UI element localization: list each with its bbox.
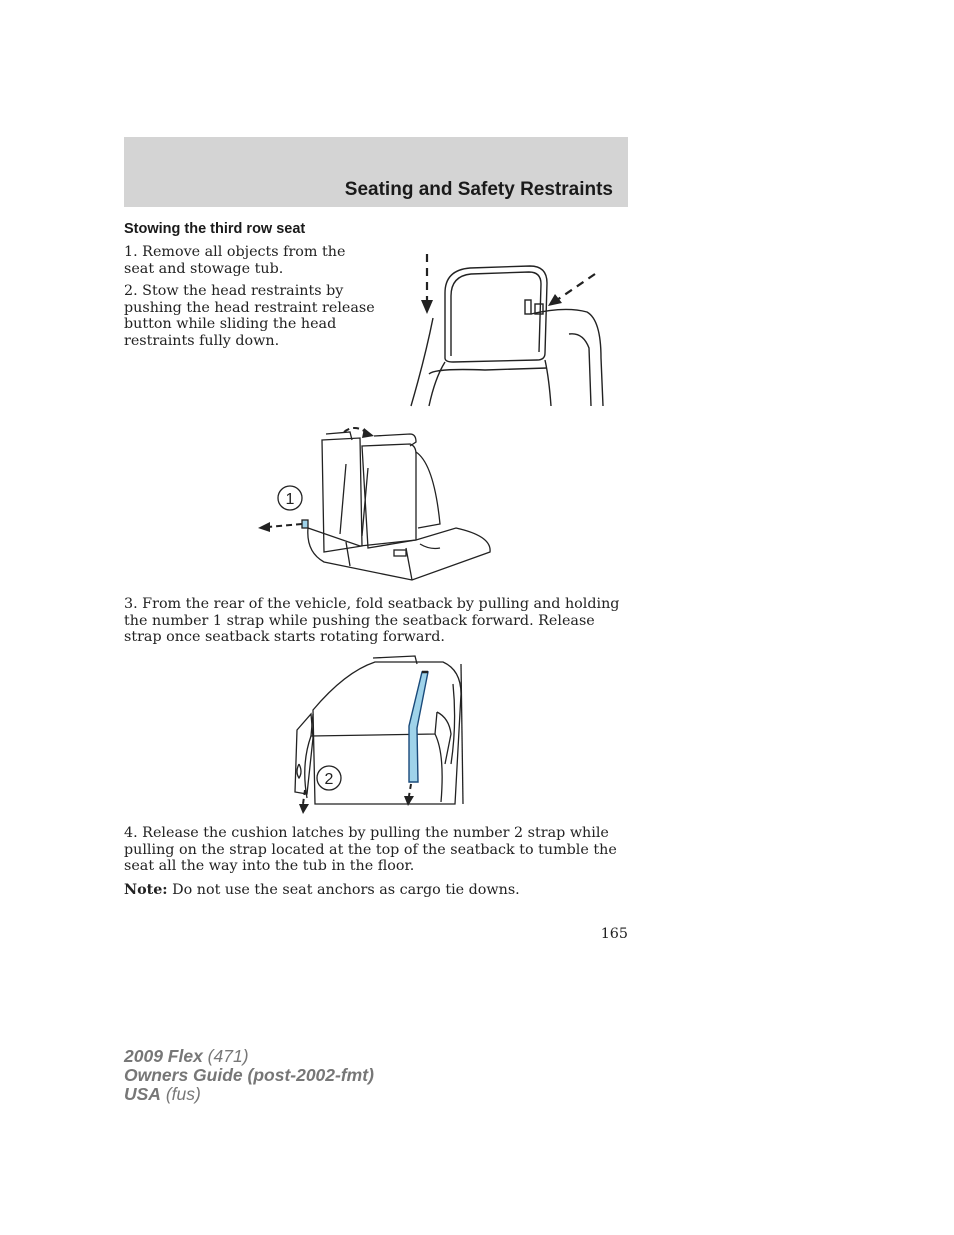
step-1-text: 1. Remove all objects from the seat and stowage tub. — [124, 244, 346, 277]
footer-market-code: (fus) — [160, 1084, 201, 1104]
document-footer — [124, 1047, 374, 1104]
footer-model: 2009 Flex — [124, 1046, 203, 1066]
note-label: Note: — [124, 882, 168, 898]
head-restraint-illustration — [405, 248, 615, 408]
seat-tumble-strap-2-illustration — [285, 654, 475, 818]
step-3-text: 3. From the rear of the vehicle, fold seatback by pulling and holding the number 1 strap while pushing the seatback forward. Release strap once seatback starts rotating forward. — [124, 596, 620, 646]
seat-fold-strap-1-illustration — [250, 424, 500, 586]
page-number: 165 — [600, 926, 628, 942]
footer-line-2: Owners Guide (post-2002-fmt) — [124, 1065, 374, 1085]
footer-line-3 — [124, 1085, 374, 1104]
section-heading: Stowing the third row seat — [124, 221, 306, 237]
footer-model-code: (471) — [202, 1046, 249, 1066]
section-header-band — [124, 137, 628, 207]
footer-line-1 — [124, 1047, 374, 1066]
callout-number-2: 2 — [324, 771, 334, 788]
note-text: Do not use the seat anchors as cargo tie downs. — [167, 882, 520, 898]
callout-number-1: 1 — [285, 491, 295, 508]
section-header-title: Seating and Safety Restraints — [344, 179, 613, 200]
step-2-text: 2. Stow the head restraints by pushing the head restraint release button while sliding the head restraints fully down. — [124, 283, 375, 349]
step-4-text: 4. Release the cushion latches by pulling the number 2 strap while pulling on the strap located at the top of the seatback to tumble the seat all the way into the tub in the floor. — [124, 825, 617, 875]
footer-market: USA — [124, 1084, 161, 1104]
note-paragraph — [124, 882, 628, 899]
